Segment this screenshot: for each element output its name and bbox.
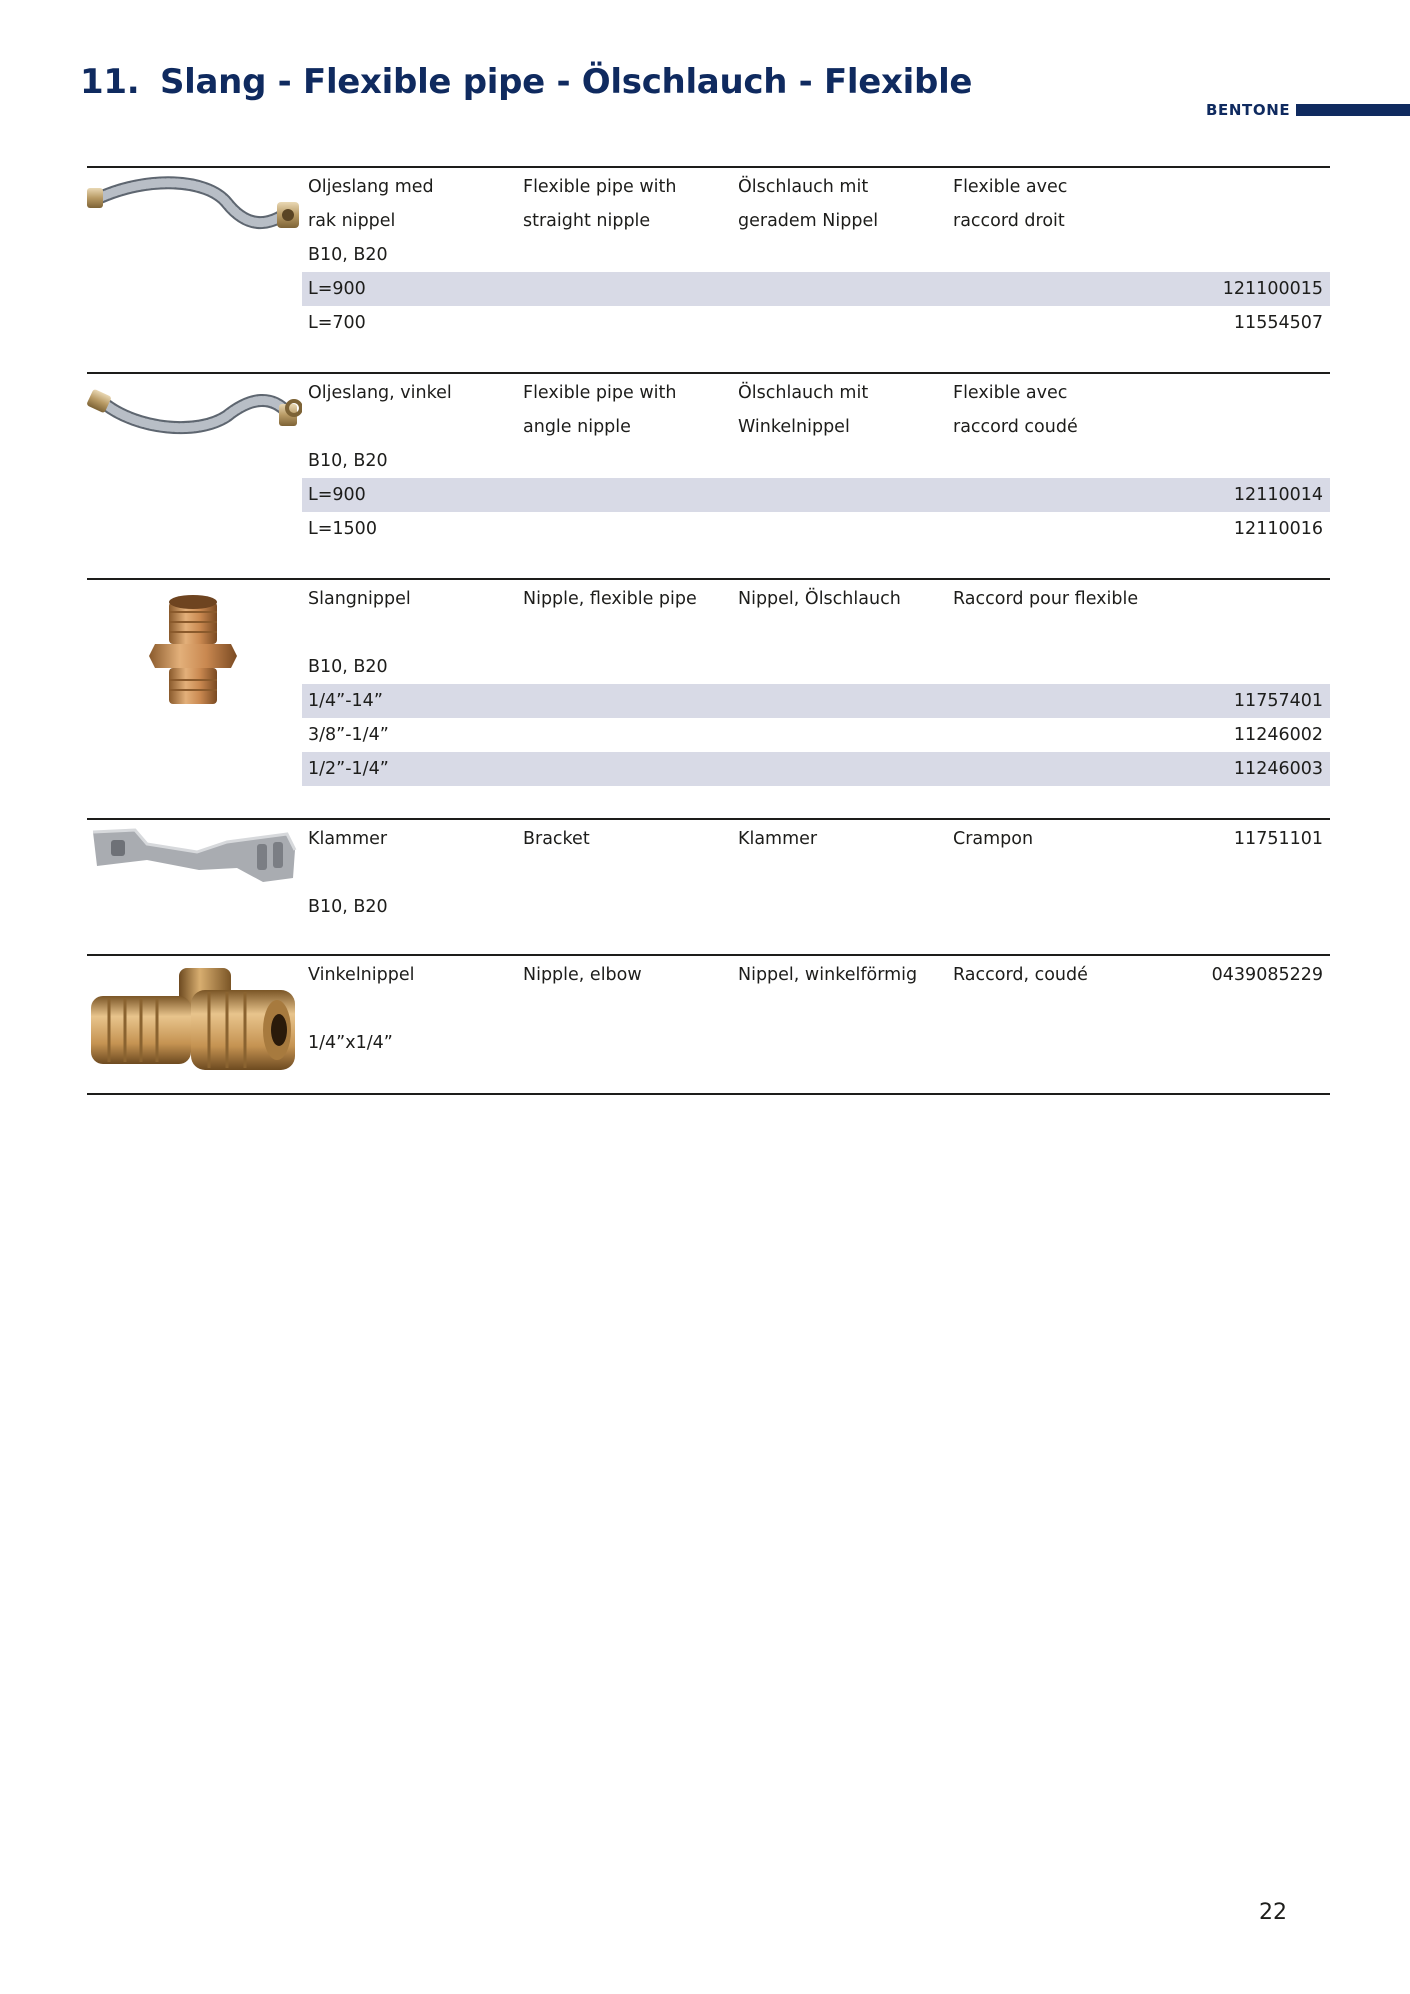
table-row <box>302 752 1330 786</box>
elbow-nipple-icon <box>87 956 302 1086</box>
model-label: B10, B20 <box>308 657 388 677</box>
product-block <box>87 818 1330 954</box>
product-block <box>87 166 1330 372</box>
table-row <box>302 272 1330 306</box>
variant-label: L=700 <box>308 313 366 333</box>
product-block <box>87 372 1330 578</box>
flexible-hose-angle-icon <box>87 374 302 514</box>
name-swedish: Vinkelnippel <box>308 965 415 985</box>
part-number: 11554507 <box>1233 313 1323 333</box>
part-number: 0439085229 <box>1211 965 1323 985</box>
name-english: straight nipple <box>523 211 651 231</box>
brand-logo <box>1206 99 1410 121</box>
name-swedish: Oljeslang med <box>308 177 434 197</box>
table-row <box>302 1026 1330 1060</box>
name-english: Nipple, elbow <box>523 965 642 985</box>
variant-label: L=900 <box>308 485 366 505</box>
name-french: Flexible avec <box>953 177 1068 197</box>
page-number: 22 <box>1259 1900 1287 1925</box>
name-english: Flexible pipe with <box>523 383 677 403</box>
table-row <box>302 170 1330 204</box>
part-number: 11246002 <box>1233 725 1323 745</box>
table-row <box>302 512 1330 546</box>
table-row <box>302 890 1330 924</box>
variant-label: L=1500 <box>308 519 377 539</box>
name-french: raccord droit <box>953 211 1065 231</box>
part-number: 11246003 <box>1233 759 1323 779</box>
table-row <box>302 376 1330 410</box>
name-german: Winkelnippel <box>738 417 850 437</box>
bracket-icon <box>87 820 302 910</box>
hose-nipple-icon <box>87 580 302 730</box>
table-row <box>302 582 1330 616</box>
table-row <box>302 478 1330 512</box>
variant-label: 1/2”-1/4” <box>308 759 389 779</box>
name-english: Flexible pipe with <box>523 177 677 197</box>
model-label: B10, B20 <box>308 451 388 471</box>
name-french: Raccord, coudé <box>953 965 1088 985</box>
variant-label: L=900 <box>308 279 366 299</box>
part-number: 12110016 <box>1233 519 1323 539</box>
product-block <box>87 578 1330 818</box>
brand-name: BENTONE <box>1206 101 1291 119</box>
name-german: Ölschlauch mit <box>738 383 869 403</box>
name-german: Nippel, Ölschlauch <box>738 589 901 609</box>
name-german: Ölschlauch mit <box>738 177 869 197</box>
name-german: Klammer <box>738 829 818 849</box>
brand-bar <box>1296 104 1410 116</box>
name-french: Raccord pour flexible <box>953 589 1139 609</box>
part-number: 11751101 <box>1233 829 1323 849</box>
name-swedish: Oljeslang, vinkel <box>308 383 452 403</box>
name-french: Crampon <box>953 829 1034 849</box>
product-block <box>87 954 1330 1095</box>
table-row <box>302 204 1330 238</box>
name-french: Flexible avec <box>953 383 1068 403</box>
name-swedish: rak nippel <box>308 211 396 231</box>
table-row <box>302 650 1330 684</box>
table-row <box>302 616 1330 650</box>
flexible-hose-straight-icon <box>87 168 302 308</box>
table-row <box>302 958 1330 992</box>
table-row <box>302 822 1330 856</box>
part-number: 11757401 <box>1233 691 1323 711</box>
name-french: raccord coudé <box>953 417 1078 437</box>
section-title: Slang - Flexible pipe - Ölschlauch - Flexible <box>160 62 973 102</box>
name-english: Nipple, flexible pipe <box>523 589 697 609</box>
table-row <box>302 718 1330 752</box>
table-row <box>302 444 1330 478</box>
page-title <box>80 62 972 102</box>
variant-label: 1/4”-14” <box>308 691 383 711</box>
part-number: 12110014 <box>1233 485 1323 505</box>
model-label: B10, B20 <box>308 245 388 265</box>
table-row <box>302 410 1330 444</box>
name-english: Bracket <box>523 829 590 849</box>
table-row <box>302 684 1330 718</box>
variant-label: 3/8”-1/4” <box>308 725 389 745</box>
name-swedish: Slangnippel <box>308 589 411 609</box>
model-label: B10, B20 <box>308 897 388 917</box>
table-row <box>302 856 1330 890</box>
name-german: Nippel, winkelförmig <box>738 965 918 985</box>
table-row <box>302 306 1330 340</box>
name-english: angle nipple <box>523 417 631 437</box>
table-row <box>302 992 1330 1026</box>
part-number: 121100015 <box>1222 279 1323 299</box>
table-row <box>302 238 1330 272</box>
size-label: 1/4”x1/4” <box>308 1033 393 1053</box>
name-german: geradem Nippel <box>738 211 879 231</box>
name-swedish: Klammer <box>308 829 388 849</box>
section-number: 11. <box>80 62 140 102</box>
product-table <box>87 166 1330 1095</box>
